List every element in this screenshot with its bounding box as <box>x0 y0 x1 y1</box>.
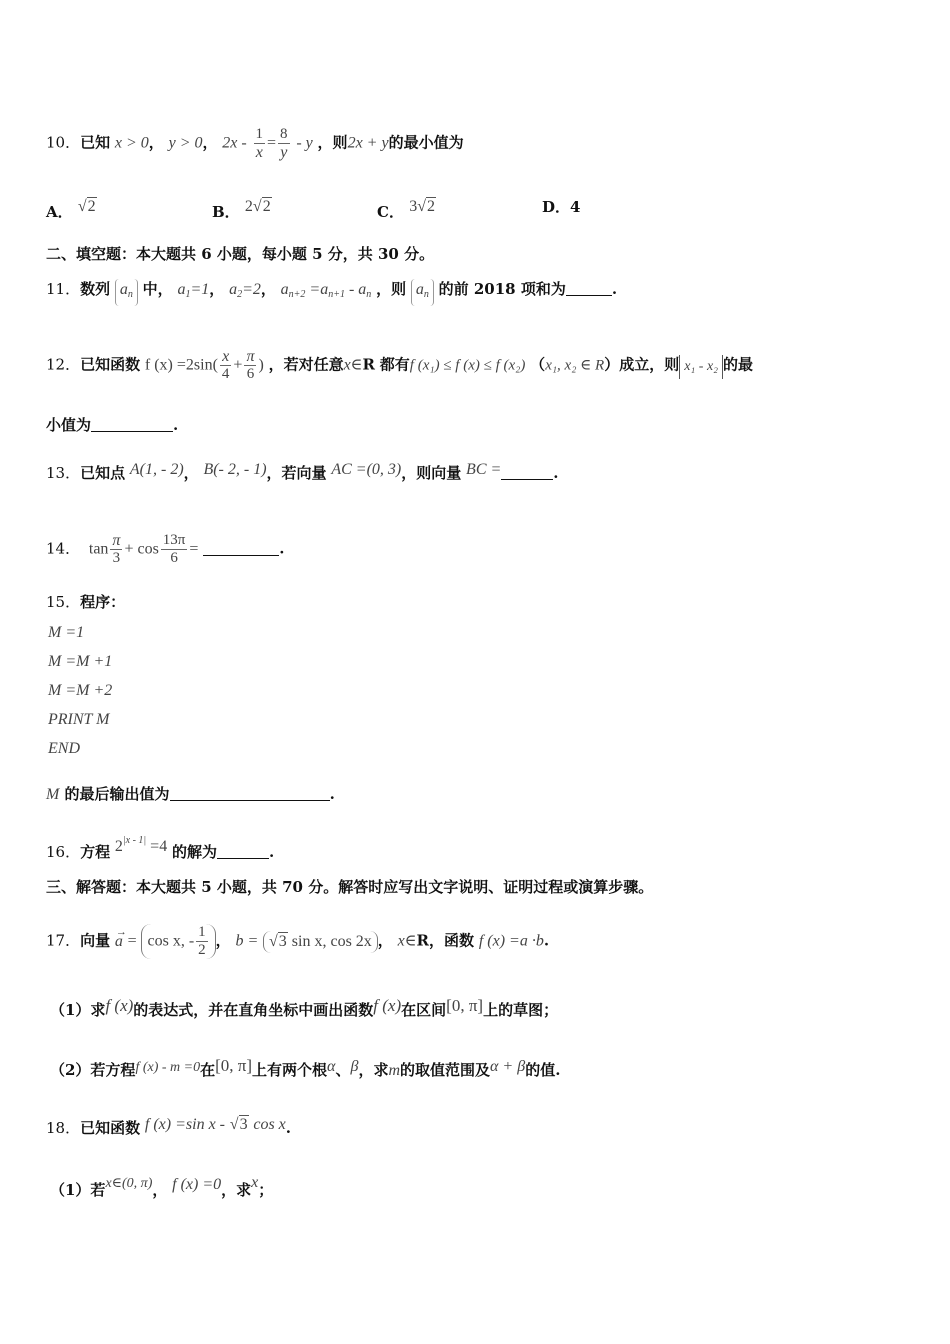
text: 数列 <box>80 280 111 298</box>
numerator: 13π <box>162 532 186 548</box>
question-17-part-2 <box>50 1055 560 1082</box>
math-function <box>145 348 264 383</box>
math-recurrence <box>281 281 372 298</box>
math-function: f (x) =a ·b <box>478 932 544 950</box>
fraction <box>220 348 232 383</box>
text: ， <box>215 931 231 950</box>
answer-blank[interactable] <box>566 280 612 296</box>
question-number: 15． <box>46 593 81 611</box>
denominator: 4 <box>221 366 230 382</box>
math-absolute-value: x₁ - x₂ <box>679 355 723 379</box>
text: ，求 <box>221 1181 252 1199</box>
answer-blank[interactable] <box>501 464 553 480</box>
question-10: 10．已知 x > 0， y > 0， 2x - $\frac{1}{x}$ = $\frac{8}{y}$ - y ，则2x + y的最小值为 <box>46 126 464 161</box>
text: ）成立，则 <box>604 355 680 374</box>
question-11: 11．数列 $a_n$ 中， $a_1=1$， $a_2=2$， $a_{n+2} =a_{n+1} - a_n$ ，则 $a_n$ 的前 2018 项和为 . <box>46 278 617 306</box>
answer-blank[interactable] <box>91 416 173 432</box>
text: . <box>173 416 179 434</box>
text: 中， <box>142 280 173 298</box>
question-15-answer <box>46 783 335 806</box>
denominator: 2 <box>198 942 206 958</box>
math: x∈ <box>343 356 363 374</box>
text: R <box>362 355 375 374</box>
fraction <box>196 924 208 959</box>
math: 2 <box>426 198 435 215</box>
question-number: 10． <box>46 133 81 152</box>
math: 2 <box>244 198 253 215</box>
math: cos x <box>253 1116 286 1133</box>
text: 、 <box>335 1061 351 1079</box>
answer-blank[interactable] <box>203 540 279 556</box>
program-line-2: M =M +1 <box>48 653 113 670</box>
denominator: x <box>255 144 263 161</box>
option-label: B． <box>212 203 240 221</box>
math-inequality: f (x₁) ≤ f (x) ≤ f (x₂) <box>409 357 526 374</box>
math: n+1 <box>328 289 345 300</box>
text: 的前 2018 项和为 <box>438 280 566 298</box>
math: tan <box>88 540 109 558</box>
text: 的表达式，并在直角坐标中画出函数 <box>133 1001 374 1019</box>
denominator: 6 <box>170 550 178 566</box>
numerator: 1 <box>198 924 206 940</box>
text: 的取值范围及 <box>400 1061 491 1079</box>
text: 的最 <box>723 355 754 374</box>
math: - a <box>348 281 367 298</box>
math: a <box>415 281 424 298</box>
math: f (x) =2sin( <box>144 356 218 374</box>
math: =1 <box>190 281 210 298</box>
question-number: 18． <box>46 1119 81 1137</box>
sequence-braces <box>115 279 138 306</box>
text: ， <box>377 931 393 950</box>
question-number: 13． <box>46 464 81 482</box>
text: 的最后输出值为 <box>59 785 170 803</box>
program-line-3: M =M +2 <box>48 682 113 699</box>
text: 已知函数 <box>80 1119 141 1137</box>
math: = <box>267 134 277 152</box>
math: 2 <box>87 198 96 215</box>
math-condition-y: y > 0 <box>168 134 203 152</box>
vector-a-components <box>141 924 215 959</box>
text: . <box>543 931 550 950</box>
text: 在区间 <box>401 1001 447 1019</box>
text: ，函数 <box>429 931 475 950</box>
text: . <box>611 280 618 298</box>
text: . <box>279 539 285 558</box>
vector-b-components: √3 sin x, cos 2x <box>263 931 378 953</box>
math: n <box>423 289 429 300</box>
math: a <box>280 281 289 298</box>
text: . <box>269 843 275 861</box>
text: 的值. <box>525 1061 561 1079</box>
program-line-1: M =1 <box>48 624 85 641</box>
fraction <box>110 532 122 567</box>
text: ， <box>183 464 199 482</box>
sqrt: √3 <box>229 1116 248 1133</box>
question-number: 11． <box>46 280 81 298</box>
text: ； <box>258 1181 274 1199</box>
numerator: 8 <box>280 126 288 142</box>
math-equation <box>114 835 168 855</box>
math: 1 <box>185 289 191 300</box>
math: 3 <box>278 932 287 950</box>
program-line-5: END <box>48 740 80 757</box>
math: f (x) <box>105 996 134 1015</box>
math-point-b: B(- 2, - 1) <box>203 461 267 478</box>
math: x∈ <box>397 932 417 950</box>
math: f (x) =0 <box>172 1176 222 1193</box>
math: m <box>388 1062 401 1079</box>
math-vector-bc: BC = <box>466 461 502 478</box>
math: sin x, cos 2x <box>291 932 372 950</box>
question-13 <box>46 459 559 484</box>
fraction <box>244 348 256 383</box>
text: 方程 <box>80 843 111 861</box>
math: a <box>114 932 123 950</box>
question-number: 16． <box>46 843 81 861</box>
fraction <box>254 126 266 161</box>
text: （2）若方程 <box>50 1061 136 1079</box>
math-target: 2x + y <box>347 134 389 152</box>
math-condition: x₁, x₂ ∈ R <box>545 357 605 374</box>
math: f (x) <box>373 996 402 1015</box>
math: 2 <box>262 198 271 215</box>
text: 的解为 <box>171 843 217 861</box>
section-heading-fill-in: 二、填空题：本大题共 6 小题，每小题 5 分，共 30 分。 <box>46 245 435 263</box>
question-number: 14． <box>46 539 81 558</box>
text: 上的草图； <box>483 1001 559 1019</box>
text: （1）若 <box>50 1181 106 1199</box>
text: 的最小值为 <box>388 133 464 152</box>
text: 已知点 <box>80 464 126 482</box>
vector-b: b = <box>235 932 259 950</box>
fraction <box>278 126 290 161</box>
math: 2x - <box>222 134 247 152</box>
answer-blank[interactable] <box>217 843 269 859</box>
math: x∈(0, π) <box>105 1176 153 1191</box>
math-expression <box>89 532 199 567</box>
math: [0, π] <box>215 1056 253 1075</box>
option-label: D． <box>542 198 571 216</box>
text: （ <box>530 355 546 374</box>
program-line-4: PRINT M <box>48 711 110 728</box>
math: a <box>177 281 186 298</box>
math: a <box>119 281 128 298</box>
math: |x - 1| <box>122 835 147 846</box>
question-17 <box>46 924 549 959</box>
text: 向量 <box>80 931 111 950</box>
math: = <box>189 540 199 558</box>
text: ，则 <box>317 133 348 152</box>
section-heading-solve: 三、解答题：本大题共 5 小题，共 70 分。解答时应写出文字说明、证明过程或演算步骤。 <box>46 878 654 896</box>
denominator: 3 <box>112 550 121 566</box>
math-vector-ac: AC =(0, 3) <box>331 461 402 478</box>
math: + <box>233 356 243 374</box>
numerator: π <box>246 348 255 365</box>
text: 程序： <box>80 593 126 611</box>
math-condition-x: x > 0 <box>114 134 149 152</box>
option-b[interactable] <box>212 196 272 223</box>
math-function: f (x) =sin x - <box>144 1116 225 1133</box>
text: 上有两个根 <box>252 1061 328 1079</box>
option-a[interactable] <box>46 196 97 223</box>
text: ，则 <box>376 280 407 298</box>
option-label: C． <box>377 203 404 221</box>
question-14 <box>46 532 284 567</box>
sqrt: √2 <box>417 198 435 215</box>
math: 2 <box>114 838 123 855</box>
option-label: A． <box>46 203 73 221</box>
math: =a <box>309 281 329 298</box>
numerator: x <box>220 348 232 366</box>
question-17-part-1 <box>50 995 558 1021</box>
math: a <box>229 281 238 298</box>
question-number: 12． <box>46 355 81 374</box>
question-18-part-1 <box>50 1172 273 1201</box>
answer-blank[interactable] <box>170 785 330 801</box>
numerator: π <box>112 532 121 549</box>
math: M <box>46 786 60 803</box>
numerator: 1 <box>255 126 264 142</box>
math: 3 <box>239 1116 248 1133</box>
option-d[interactable] <box>542 196 580 218</box>
text: . <box>329 785 335 803</box>
text: . <box>553 464 559 482</box>
math: + cos <box>124 540 159 558</box>
text: 在 <box>200 1061 216 1079</box>
text: ，则向量 <box>401 464 462 482</box>
math-point-a: A(1, - 2) <box>129 461 184 478</box>
math: = <box>127 932 137 950</box>
question-18 <box>46 1114 291 1139</box>
question-12-continued <box>46 414 178 436</box>
text: （1）求 <box>50 1001 106 1019</box>
question-16 <box>46 830 274 863</box>
text: ，若对任意 <box>268 355 344 374</box>
math: α <box>327 1058 336 1075</box>
math: =2 <box>242 281 261 298</box>
text: 已知 <box>80 133 111 152</box>
math: β <box>350 1058 359 1075</box>
text: 都有 <box>379 355 410 374</box>
fraction <box>161 532 188 567</box>
text: ，若向量 <box>266 464 327 482</box>
text: 已知函数 <box>80 355 141 374</box>
math: cos x, - <box>147 932 195 950</box>
math: - y <box>296 134 313 152</box>
math: x <box>251 1174 259 1191</box>
text: R <box>416 931 430 950</box>
vector-a: → a <box>114 925 127 950</box>
math: n <box>366 289 372 300</box>
math-a2 <box>229 281 261 298</box>
option-value: 4 <box>570 198 581 216</box>
math-a1 <box>177 281 209 298</box>
question-number: 17． <box>46 931 81 950</box>
text: . <box>285 1119 292 1137</box>
math: =4 <box>150 838 168 855</box>
math: ) <box>258 356 264 374</box>
math: f (x) - m =0 <box>135 1060 201 1075</box>
option-c[interactable] <box>377 196 436 223</box>
math: n <box>127 289 133 300</box>
question-12 <box>46 348 753 383</box>
question-15 <box>46 591 125 613</box>
text: ，求 <box>358 1061 389 1079</box>
sqrt: √2 <box>252 198 271 215</box>
denominator: 6 <box>246 366 255 382</box>
math: [0, π] <box>446 996 484 1015</box>
math: n+2 <box>288 289 306 300</box>
math: 3 <box>409 198 418 215</box>
sqrt: √2 <box>77 198 96 215</box>
math: α + β <box>490 1058 526 1075</box>
text: ， <box>152 1181 168 1199</box>
denominator: y <box>280 144 288 161</box>
math: 2 <box>237 289 243 300</box>
math-equation <box>222 126 312 161</box>
text: 小值为 <box>46 416 92 434</box>
sequence-braces <box>411 279 434 306</box>
